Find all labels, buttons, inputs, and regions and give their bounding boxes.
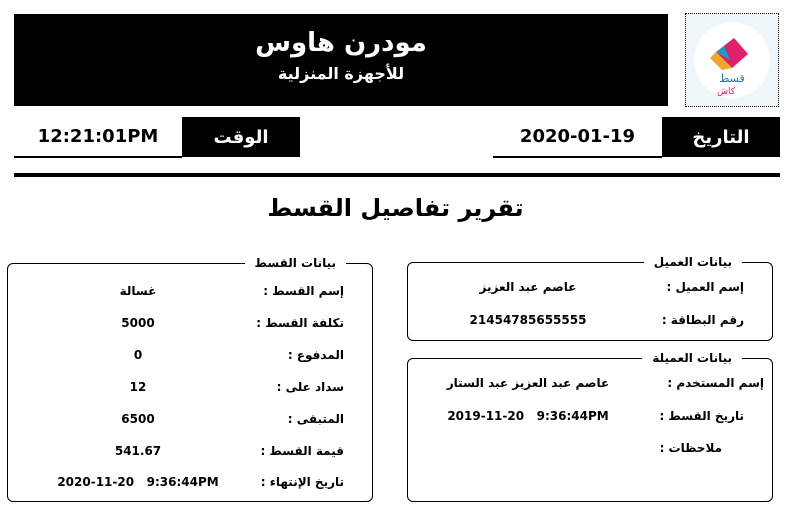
divider xyxy=(14,173,780,177)
months-value: 12 xyxy=(129,380,147,394)
customer-name-label: إسم العميل : xyxy=(666,280,744,294)
customer-panel xyxy=(407,255,773,341)
months-label: سداد على : xyxy=(276,380,344,394)
remaining-value: 6500 xyxy=(121,412,155,426)
username-label: إسم المستخدم : xyxy=(667,376,764,390)
end-date-label: تاريخ الإنتهاء : xyxy=(260,475,344,489)
date-label: التاريخ xyxy=(662,117,780,157)
username-value: عاصم عبد العزيز عبد الستار xyxy=(446,376,610,390)
customer-name-value: عاصم عبد العزيز xyxy=(479,280,577,294)
time-label: الوقت xyxy=(182,117,300,157)
installment-amount-value: 541.67 xyxy=(114,444,162,458)
installment-cost-value: 5000 xyxy=(121,316,155,330)
customer-legend: بيانات العميل xyxy=(644,254,742,270)
paid-label: المدفوع : xyxy=(287,348,344,362)
paid-value: 0 xyxy=(133,348,143,362)
svg-text:كاش: كاش xyxy=(716,87,736,97)
operation-panel xyxy=(407,351,773,502)
end-date-value: 2020-11-20 9:36:44PM xyxy=(57,475,219,489)
operation-legend: بيانات العميلة xyxy=(642,350,742,366)
store-header xyxy=(14,14,668,106)
date-value: 2020-01-19 xyxy=(493,117,662,158)
store-logo xyxy=(685,13,779,107)
report-title: تقرير تفاصيل القسط xyxy=(267,194,524,222)
store-subtitle: للأجهزة المنزلية xyxy=(277,64,405,83)
logo-icon xyxy=(686,14,778,106)
store-name: مودرن هاوس xyxy=(255,28,427,58)
installment-name-label: إسم القسط : xyxy=(263,284,344,298)
installment-name-value: غسالة xyxy=(119,284,157,298)
installment-cost-label: تكلفة القسط : xyxy=(256,316,344,330)
time-value: 12:21:01PM xyxy=(14,117,182,158)
card-number-label: رقم البطاقة : xyxy=(661,313,744,327)
installment-panel xyxy=(7,256,373,502)
installment-amount-label: قيمة القسط : xyxy=(260,444,344,458)
remaining-label: المتبقى : xyxy=(287,412,344,426)
card-number-value: 21454785655555 xyxy=(469,313,587,327)
notes-label: ملاحظات : xyxy=(659,441,722,455)
installment-date-value: 2019-11-20 9:36:44PM xyxy=(447,409,609,423)
svg-text:قسط: قسط xyxy=(719,72,745,85)
installment-legend: بيانات القسط xyxy=(245,255,346,271)
installment-date-label: تاريخ القسط : xyxy=(659,409,744,423)
